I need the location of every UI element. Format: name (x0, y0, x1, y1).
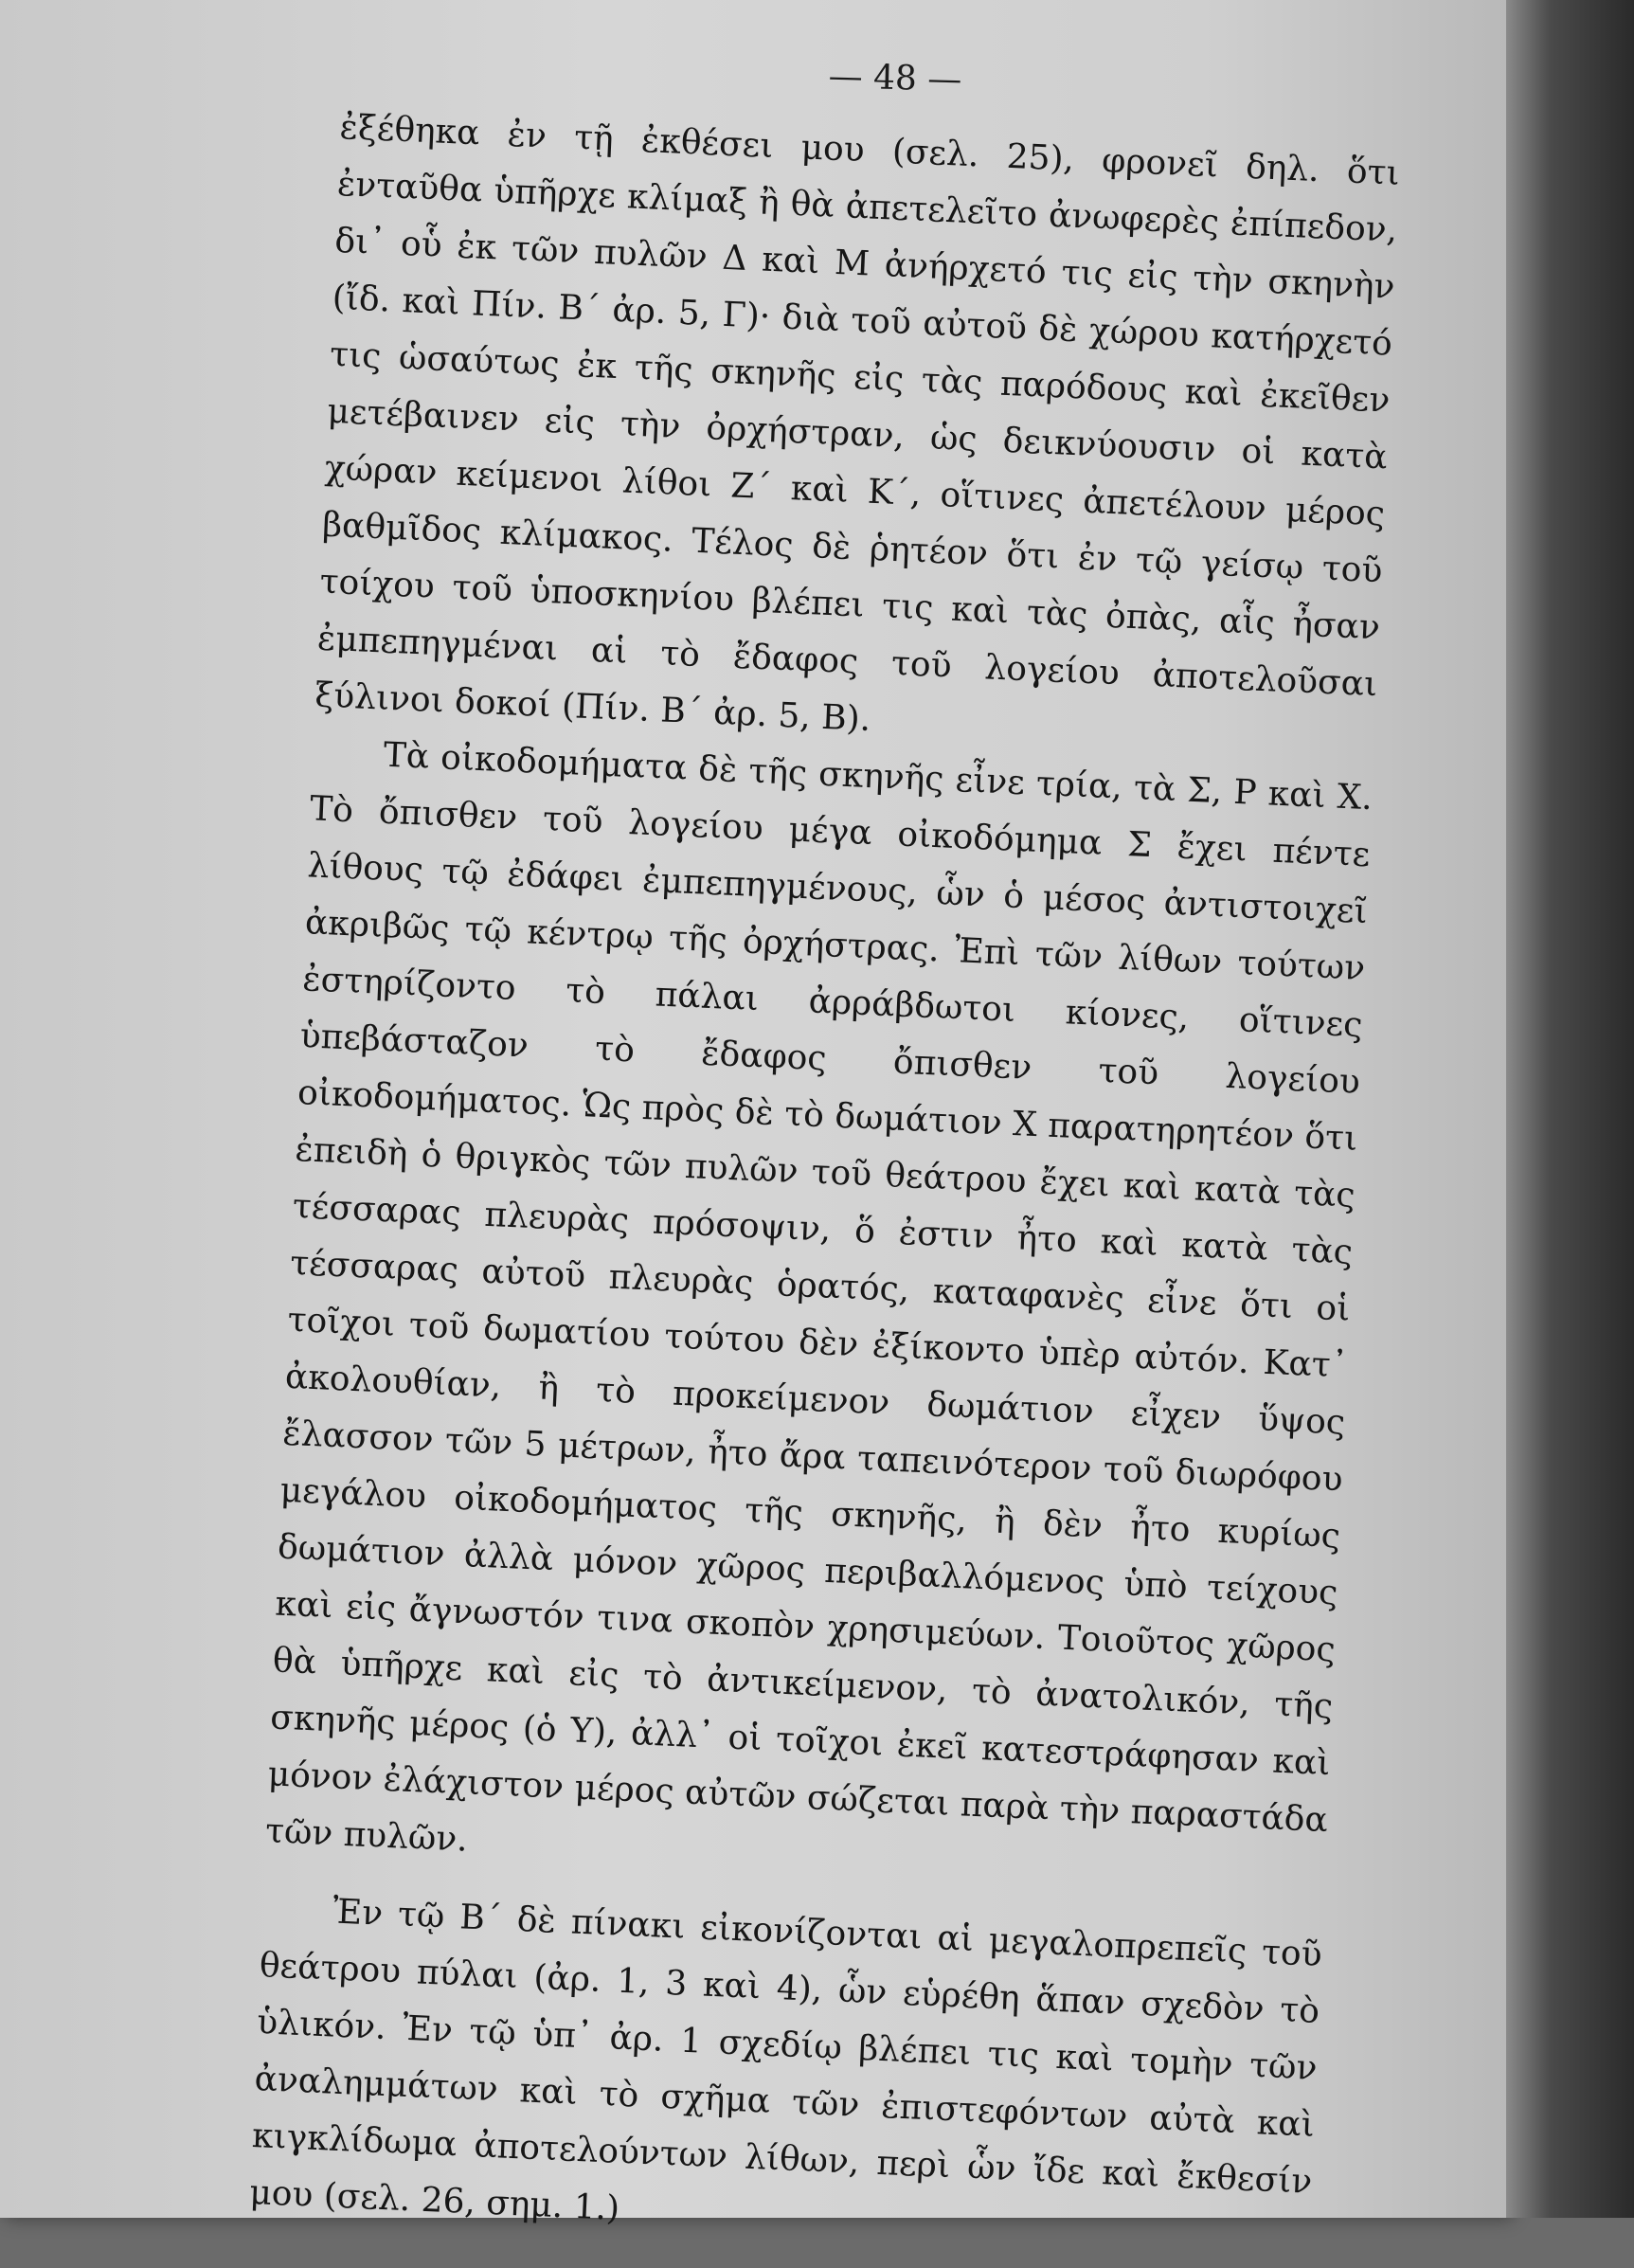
paragraph-3: Ἐν τῷ Β´ δὲ πίνακι εἰκονίζονται αἱ μεγαλοπρεπεῖς τοῦ θεάτρου πύλαι (ἀρ. 1, 3 καὶ 4), ὧν εὑρέθη ἅπαν σχεδὸν τὸ ὑλικόν. Ἐν τῷ ὑπ᾽ ἀρ. 1 σχεδίῳ βλέπει τις καὶ τομὴν τῶν ἀναλημμάτων καὶ τὸ σχῆμα τῶν ἐπιστεφόντων αὐτὰ καὶ κιγκλίδωμα ἀποτελούντων λίθων, περὶ ὧν ἴδε καὶ ἔκθεσίν μου (σελ. 26, σημ. 1.) (248, 1892, 1323, 2228)
paragraph-2: Τὰ οἰκοδομήματα δὲ τῆς σκηνῆς εἶνε τρία, τὰ Σ, Ρ καὶ Χ. Τὸ ὄπισθεν τοῦ λογείου μέγα οἰκοδόμημα Σ ἔχει πέντε λίθους τῷ ἐδάφει ἐμπεπηγμένους, ὧν ὁ μέσος ἀντιστοιχεῖ ἀκριβῶς τῷ κέντρῳ τῆς ὀρχήστρας. Ἐπὶ τῶν λίθων τούτων ἐστηρίζοντο τὸ πάλαι ἀρράβδωτοι κίονες, οἵτινες ὑπεβάσταζον τὸ ἔδαφος ὄπισθεν τοῦ λογείου οἰκοδομήματος. Ὡς πρὸς δὲ τὸ δωμάτιον Χ παρατηρητέον ὅτι ἐπειδὴ ὁ θριγκὸς τῶν πυλῶν τοῦ θεάτρου ἔχει καὶ κατὰ τὰς τέσσαρας πλευρὰς πρόσοψιν, ὅ ἐστιν ἦτο καὶ κατὰ τὰς τέσσαρας αὐτοῦ πλευρὰς ὁρατός, καταφανὲς εἶνε ὅτι οἱ τοῖχοι τοῦ δωματίου τούτου δὲν ἐξίκοντο ὑπὲρ αὐτόν. Κατ᾽ ἀκολουθίαν, ἢ τὸ προκείμενον δωμάτιον εἶχεν ὕψος ἔλασσον τῶν 5 μέτρων, ἦτο ἄρα ταπεινότερον τοῦ διωρόφου μεγάλου οἰκοδομήματος τῆς σκηνῆς, ἢ δὲν ἦτο κυρίως δωμάτιον ἀλλὰ μόνον χῶρος περιβαλλόμενος ὑπὸ τείχους καὶ εἰς ἄγνωστόν τινα σκοπὸν χρησιμεύων. Τοιοῦτος χῶρος θὰ ὑπῆρχε καὶ εἰς τὸ ἀντικείμενον, τὸ ἀνατολικόν, τῆς σκηνῆς μέρος (ὁ Υ), ἀλλ᾽ οἱ τοῖχοι ἐκεῖ κατεστράφησαν καὶ μόνον ἐλάχιστον μέρος αὐτῶν σώζεται παρὰ τὴν παραστάδα τῶν πυλῶν. (264, 735, 1374, 1860)
page-number: — 48 — (828, 57, 962, 99)
paragraph-1: ἐξέθηκα ἐν τῇ ἐκθέσει μου (σελ. 25), φρονεῖ δηλ. ὅτι ἐνταῦθα ὑπῆρχε κλίμαξ ἢ θὰ ἀπετελεῖτο ἀνωφερὲς ἐπίπεδον, δι᾽ οὗ ἐκ τῶν πυλῶν Δ καὶ Μ ἀνήρχετό τις εἰς τὴν σκηνὴν (ἴδ. καὶ Πίν. Β´ ἀρ. 5, Γ)· διὰ τοῦ αὐτοῦ δὲ χώρου κατήρχετό τις ὡσαύτως ἐκ τῆς σκηνῆς εἰς τὰς παρόδους καὶ ἐκεῖθεν μετέβαινεν εἰς τὴν ὀρχήστραν, ὡς δεικνύουσιν οἱ κατὰ χώραν κείμενοι λίθοι Ζ´ καὶ Κ´, οἵτινες ἀπετέλουν μέρος βαθμῖδος κλίμακος. Τέλος δὲ ῥητέον ὅτι ἐν τῷ γείσῳ τοῦ τοίχου τοῦ ὑποσκηνίου βλέπει τις καὶ τὰς ὀπὰς, αἷς ἦσαν ἐμπεπηγμέναι αἱ τὸ ἔδαφος τοῦ λογείου ἀποτελοῦσαι ξύλινοι δοκοί (Πίν. Β´ ἀρ. 5, Β). (314, 107, 1401, 739)
body-text (248, 99, 1401, 2268)
book-edge (1506, 0, 1634, 2218)
